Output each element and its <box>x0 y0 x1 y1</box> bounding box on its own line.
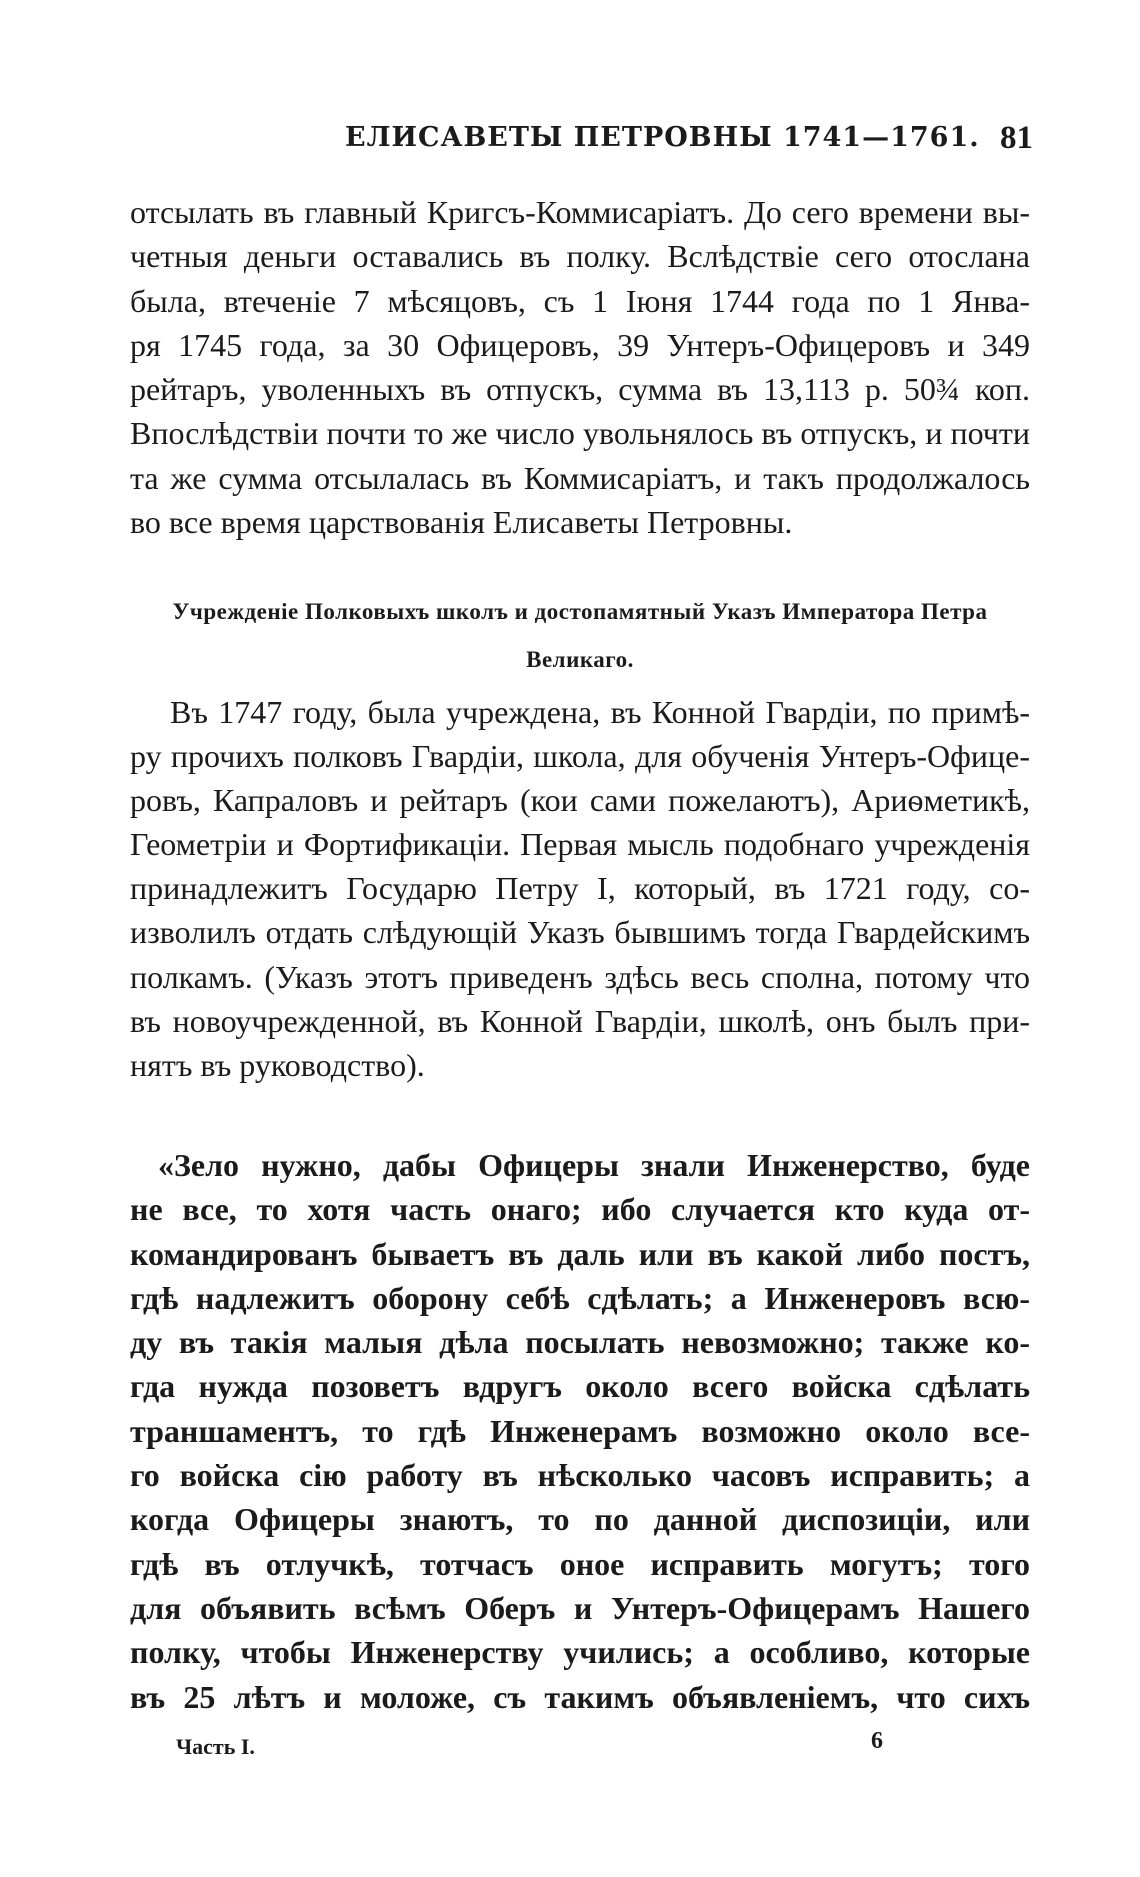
text-line: Въ 1747 году, была учреждена, въ Конной Гвардіи, по примѣ- <box>170 694 1030 730</box>
text-line: принадлежитъ Государю Петру I, который, въ 1721 году, со- <box>130 870 1030 907</box>
text-line: отсылать въ главный Кригсъ-Коммисаріатъ. До сего времени вы- <box>130 194 1030 230</box>
text-line: полкамъ. (Указъ этотъ приведенъ здѣсь весь сполна, потому что <box>130 958 1030 995</box>
quote-line: въ 25 лѣтъ и моложе, съ такимъ объявленіемъ, что сихъ <box>130 1678 1030 1715</box>
text-line: четныя деньги оставались въ полку. Вслѣдствіе сего отослана <box>130 238 1030 275</box>
text-line: изволилъ отдать слѣдующій Указъ бывшимъ тогда Гвардейскимъ <box>130 914 1030 951</box>
text-line: ровъ, Капраловъ и рейтаръ (кои сами пожелаютъ), Ариѳметикѣ, <box>130 782 1030 819</box>
quote-line: гдѣ въ отлучкѣ, тотчасъ оное исправить могутъ; того <box>130 1545 1030 1582</box>
text-line: ря 1745 года, за 30 Офицеровъ, 39 Унтеръ-Офицеровъ и 349 <box>130 326 1030 363</box>
decree-quote <box>130 1143 1030 1719</box>
quote-line: траншаментъ, то гдѣ Инженерамъ возможно около все- <box>130 1412 1030 1449</box>
signature-mark: 6 <box>871 1728 883 1754</box>
text-line: во все время царствованія Елисаветы Петровны. <box>130 504 793 541</box>
text-line: ру прочихъ полковъ Гвардіи, школа, для обученія Унтеръ-Офице- <box>130 738 1030 775</box>
quote-line: когда Офицеры знаютъ, то по данной диспозиціи, или <box>130 1501 1030 1538</box>
heading-line: Учрежденіе Полковыхъ школъ и достопамятный Указъ Императора Петра <box>172 599 988 624</box>
text-line: была, втеченіе 7 мѣсяцовъ, съ 1 Іюня 1744 года по 1 Янва- <box>130 282 1030 319</box>
text-line: Геометріи и Фортификаціи. Первая мысль подобнаго учрежденія <box>130 826 1030 863</box>
text-line: та же сумма отсылалась въ Коммисаріатъ, и такъ продолжалось <box>130 459 1030 496</box>
quote-line: командированъ бываетъ въ даль или въ какой либо постъ, <box>130 1235 1030 1272</box>
paragraph-school <box>130 690 1030 1087</box>
quote-line: не все, то хотя часть онаго; ибо случается кто куда от- <box>130 1191 1030 1228</box>
quote-line: го войска сію работу въ нѣсколько часовъ исправить; а <box>130 1457 1030 1494</box>
paragraph-continuation <box>130 190 1030 544</box>
text-line: въ новоучрежденной, въ Конной Гвардіи, школѣ, онъ былъ при- <box>130 1002 1030 1039</box>
part-label: Часть I. <box>176 1734 255 1759</box>
quote-line: гда нужда позоветъ вдругъ около всего войска сдѣлать <box>130 1368 1030 1405</box>
quote-line: для объявить всѣмъ Оберъ и Унтеръ-Офицерамъ Нашего <box>130 1589 1030 1626</box>
quote-line: гдѣ надлежитъ оборону себѣ сдѣлать; а Инженеровъ всю- <box>130 1279 1030 1316</box>
text-line: нятъ въ руководство). <box>130 1046 425 1083</box>
text-line: рейтаръ, уволенныхъ въ отпускъ, сумма въ 13,113 р. 50¾ коп. <box>130 371 1030 408</box>
section-heading <box>130 588 1030 684</box>
quote-line: «Зело нужно, дабы Офицеры знали Инженерство, буде <box>158 1147 1030 1183</box>
page-number: 81 <box>1000 120 1033 156</box>
heading-line: Великаго. <box>526 647 634 672</box>
text-line: Впослѣдствіи почти то же число увольнялось въ отпускъ, и почти <box>130 415 1030 452</box>
quote-line: полку, чтобы Инженерству учились; а особливо, которые <box>130 1634 1030 1671</box>
running-title: ЕЛИСАВЕТЫ ПЕТРОВНЫ 1741—1761. <box>345 122 980 153</box>
quote-line: ду въ такія малыя дѣла посылать невозможно; также ко- <box>130 1324 1030 1361</box>
